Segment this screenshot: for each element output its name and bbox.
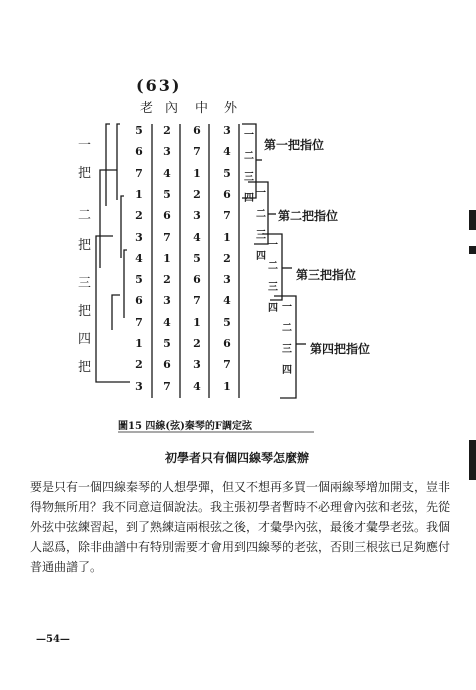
note-cell: 5	[163, 337, 171, 350]
note-cell: 1	[193, 167, 201, 180]
note-cell: 1	[163, 252, 171, 265]
position-label: 第一把指位	[264, 138, 325, 152]
edge-mark	[469, 440, 476, 480]
edge-mark	[469, 246, 476, 254]
note-cell: 5	[223, 167, 231, 180]
note-cell: 3	[163, 294, 171, 307]
note-cell: 6	[163, 358, 171, 371]
group-label: 三	[78, 276, 92, 291]
note-cell: 5	[223, 316, 231, 329]
finger-mark: 二	[268, 261, 278, 272]
finger-mark: 一	[244, 130, 254, 141]
column-head: 內	[165, 101, 179, 116]
note-cell: 2	[163, 124, 171, 137]
note-cell: 4	[223, 294, 231, 307]
note-cell: 7	[223, 358, 231, 371]
note-cell: 2	[193, 188, 201, 201]
column-head: 外	[224, 101, 238, 116]
bracket-2	[100, 170, 117, 268]
group-label: 四	[78, 332, 92, 347]
bracket-1	[106, 124, 110, 206]
group-label: 把	[78, 238, 92, 253]
finger-mark: 四	[282, 365, 292, 376]
note-cell: 3	[223, 273, 231, 286]
note-cell: 4	[193, 380, 201, 393]
finger-mark: 三	[282, 344, 292, 355]
note-cell: 2	[223, 252, 231, 265]
note-cell: 4	[135, 252, 143, 265]
note-cell: 7	[193, 294, 201, 307]
note-cell: 5	[193, 252, 201, 265]
note-cell: 6	[163, 209, 171, 222]
column-head: 老	[140, 101, 154, 116]
note-cell: 2	[135, 358, 143, 371]
note-cell: 1	[135, 337, 143, 350]
body-paragraph: 要是只有一個四線秦琴的人想學彈，但又不想再多買一個兩線琴增加開支，豈非得物無所用？我不同意這個說法。我主張初學者暫時不必理會內弦和老弦，先從外弦中弦練習起，到了熟練這兩根弦之後，才彙學內弦，最後才彙學老弦。我個人認爲，除非曲譜中有特別需要才會用到四線琴的老弦，否則三根弦已足夠應付普通曲譜了。	[30, 480, 451, 574]
note-cell: 2	[135, 209, 143, 222]
note-cell: 3	[163, 145, 171, 158]
note-cell: 3	[135, 380, 143, 393]
note-cell: 1	[135, 188, 143, 201]
note-cell: 5	[163, 188, 171, 201]
note-cell: 6	[193, 124, 201, 137]
note-cell: 7	[163, 380, 171, 393]
bracket-3	[96, 236, 130, 382]
finger-mark: 四	[268, 303, 278, 314]
finger-mark: 三	[268, 282, 278, 293]
note-cell: 3	[193, 209, 201, 222]
note-cell: 2	[193, 337, 201, 350]
finger-mark: 二	[282, 323, 292, 334]
note-cell: 1	[223, 380, 231, 393]
group-label: 一	[78, 138, 92, 153]
note-cell: 2	[163, 273, 171, 286]
note-cell: 4	[163, 316, 171, 329]
finger-mark: 一	[256, 188, 266, 199]
section-title: 初學者只有個四線琴怎麼辦	[165, 451, 310, 465]
note-cell: 3	[135, 231, 143, 244]
note-cell: 3	[193, 358, 201, 371]
figure-number: (63)	[136, 76, 182, 95]
note-cell: 5	[135, 273, 143, 286]
finger-mark: 四	[244, 193, 254, 204]
note-cell: 6	[223, 188, 231, 201]
position-label: 第二把指位	[278, 209, 339, 223]
position-label: 第四把指位	[310, 342, 371, 356]
note-cell: 6	[193, 273, 201, 286]
finger-mark: 二	[256, 209, 266, 220]
note-cell: 3	[223, 124, 231, 137]
group-label: 二	[78, 208, 92, 223]
finger-mark: 一	[282, 302, 292, 313]
edge-mark	[469, 210, 476, 230]
note-cell: 4	[163, 167, 171, 180]
note-cell: 1	[223, 231, 231, 244]
note-cell: 7	[135, 316, 143, 329]
group-label: 把	[78, 360, 92, 375]
finger-mark: 三	[256, 230, 266, 241]
note-cell: 4	[223, 145, 231, 158]
note-cell: 1	[193, 316, 201, 329]
note-cell: 6	[223, 337, 231, 350]
note-cell: 5	[135, 124, 143, 137]
column-head: 中	[195, 101, 209, 116]
note-cell: 6	[135, 294, 143, 307]
finger-mark: 二	[244, 151, 254, 162]
note-cell: 7	[223, 209, 231, 222]
note-cell: 6	[135, 145, 143, 158]
group-label: 把	[78, 304, 92, 319]
note-cell: 4	[193, 231, 201, 244]
note-cell: 7	[135, 167, 143, 180]
finger-mark: 四	[256, 251, 266, 262]
note-cell: 7	[163, 231, 171, 244]
note-cell: 7	[193, 145, 201, 158]
group-label: 把	[78, 166, 92, 181]
finger-mark: 三	[244, 172, 254, 183]
finger-mark: 一	[268, 240, 278, 251]
position-label: 第三把指位	[296, 268, 357, 282]
bracket-4	[112, 295, 120, 330]
figure-caption: 圖15 四線(弦)秦琴的F調定弦	[118, 421, 252, 432]
page-footer: —54—	[36, 634, 70, 645]
